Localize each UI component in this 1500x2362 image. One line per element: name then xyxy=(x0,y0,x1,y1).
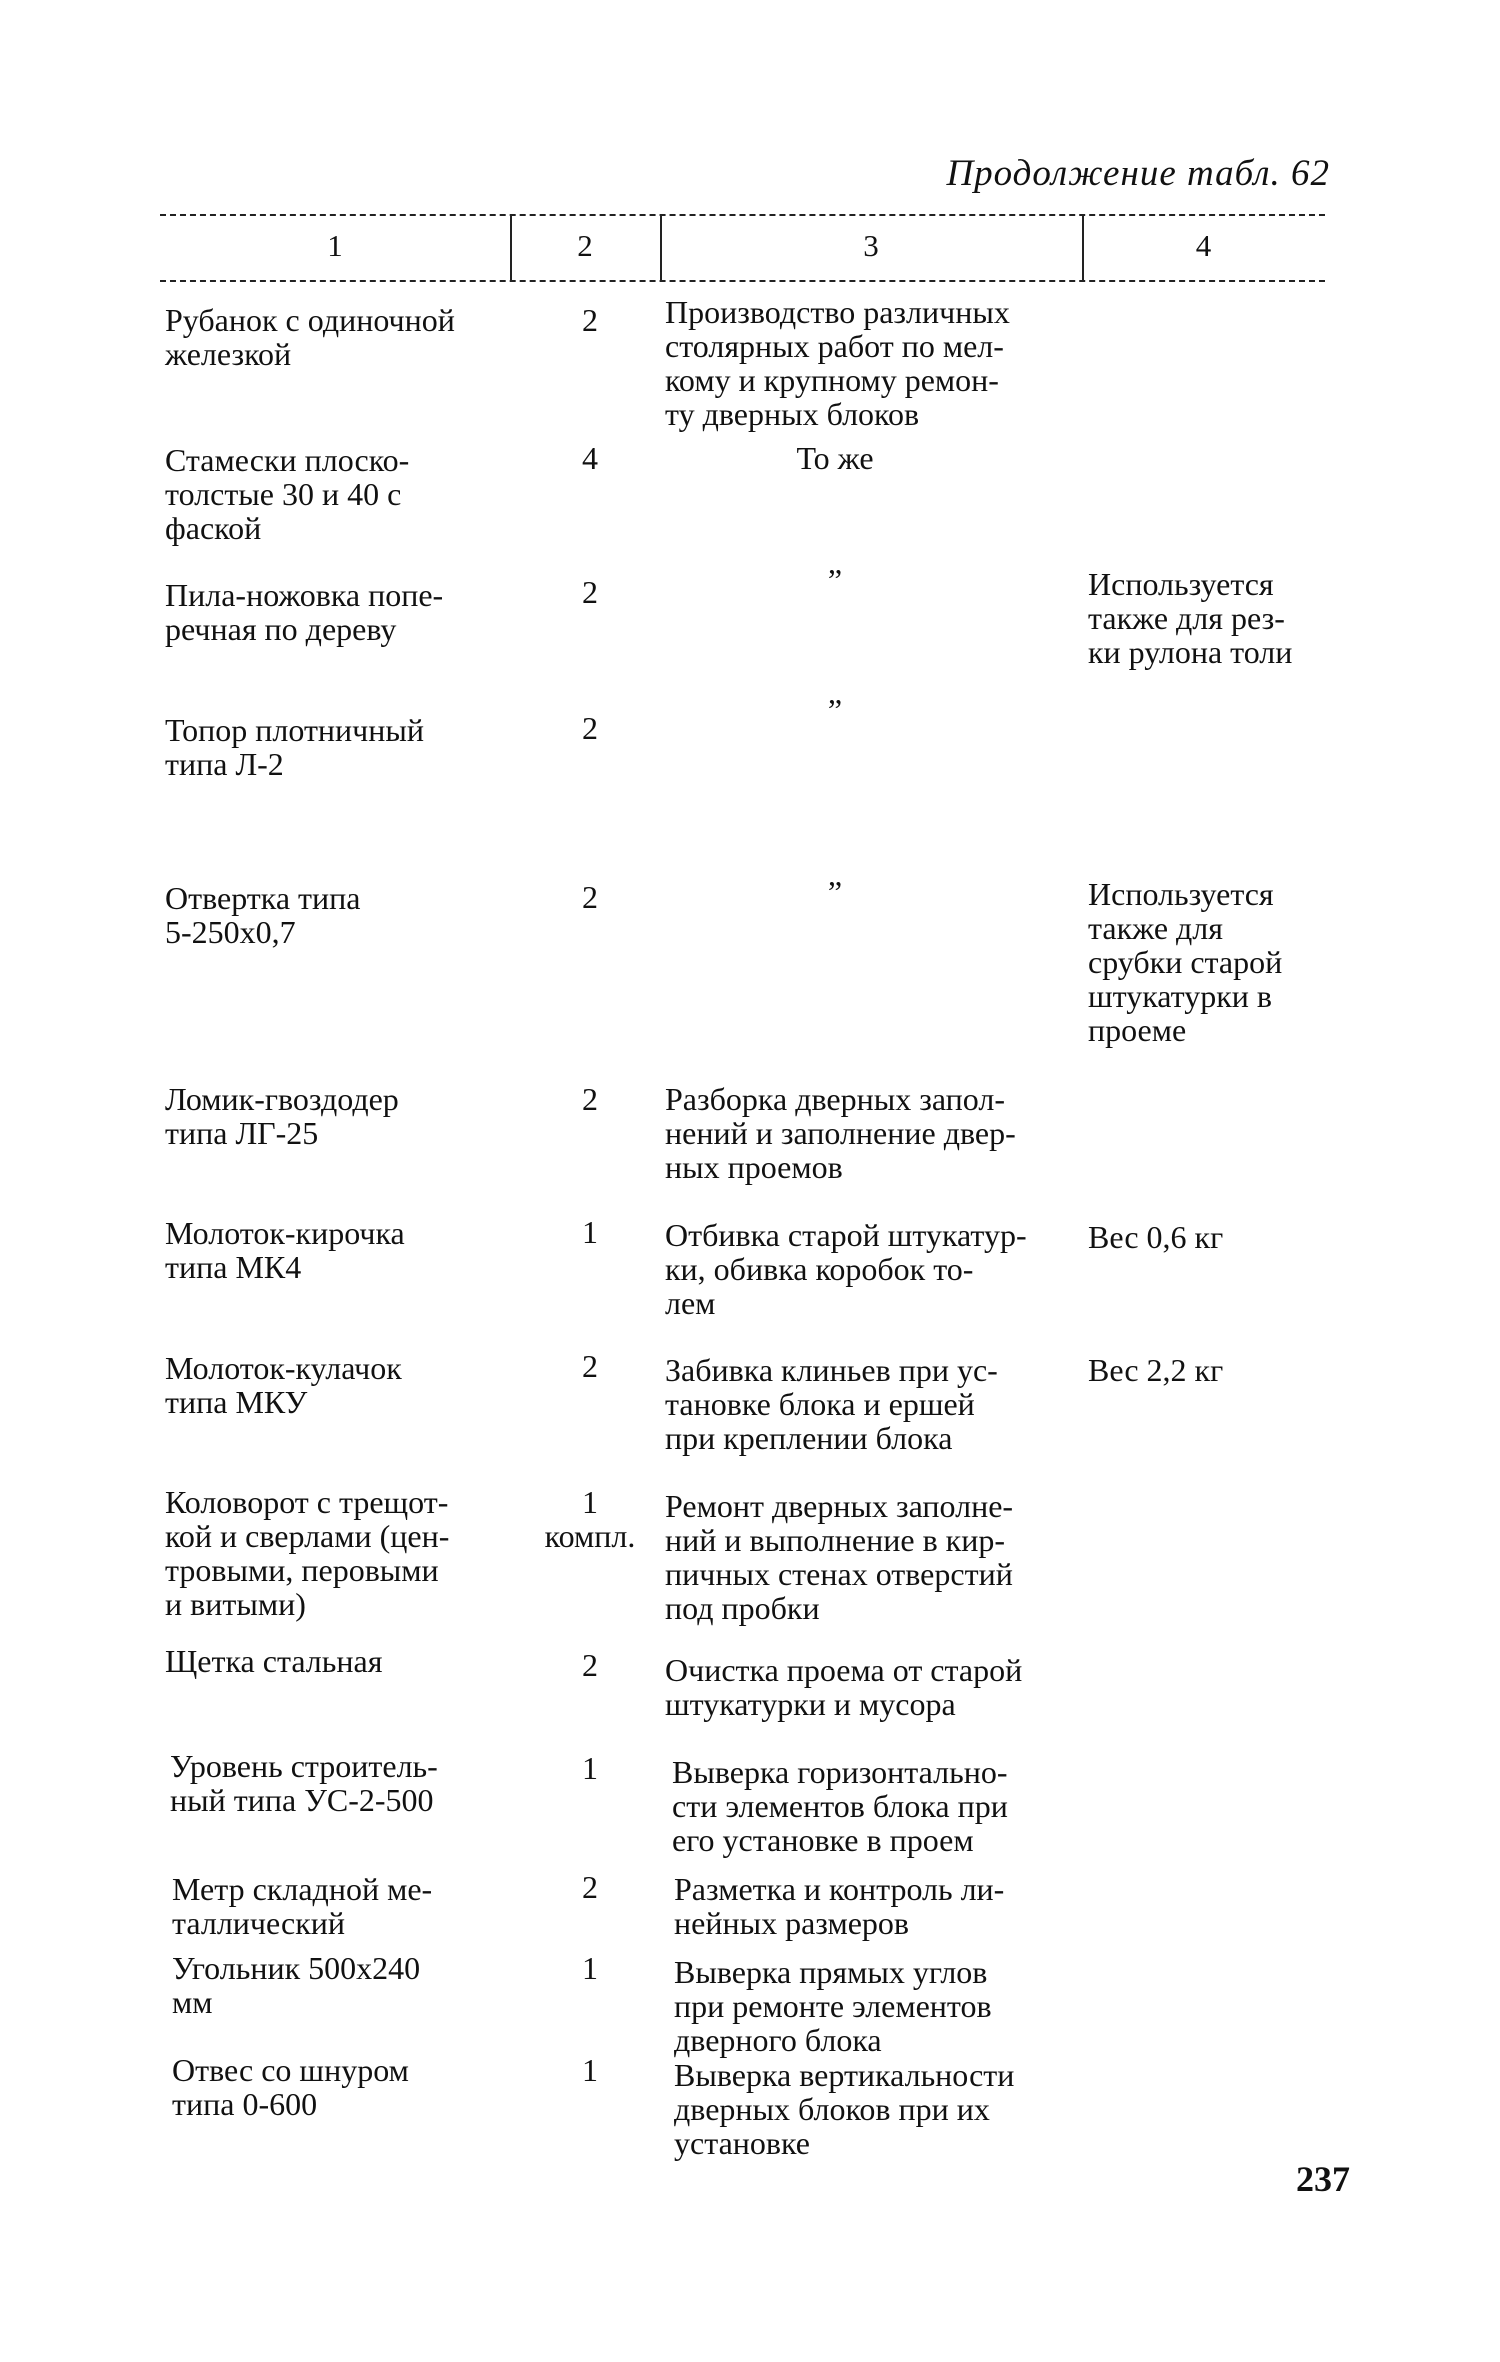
row-4-qty: 2 xyxy=(582,710,598,746)
row-2-purpose: То же xyxy=(796,440,874,476)
row-8-purpose: Забивка клиньев при ус- тановке блока и ершей при креплении блока xyxy=(665,1352,998,1456)
row-1-purpose: Производство различных столярных работ по мел- кому и крупному ремон- ту дверных блоков xyxy=(665,294,1010,432)
row-5-name: Отвертка типа 5-250х0,7 xyxy=(165,880,361,950)
header-col-1: 1 xyxy=(327,228,343,263)
header-top-rule xyxy=(160,214,1325,216)
row-13-purpose: Выверка прямых углов при ремонте элементов дверного блока xyxy=(674,1954,992,2058)
row-5-note: Используется также для срубки старой штукатурки в проеме xyxy=(1088,876,1283,1048)
header-col-2: 2 xyxy=(577,228,593,263)
row-8-note: Вес 2,2 кг xyxy=(1088,1352,1224,1388)
row-2-name: Стамески плоско- толстые 30 и 40 с фаской xyxy=(165,442,410,546)
row-7-purpose: Отбивка старой штукатур- ки, обивка коробок то- лем xyxy=(665,1217,1027,1321)
header-col-3: 3 xyxy=(863,228,879,263)
row-6-qty: 2 xyxy=(582,1081,598,1117)
row-7-name: Молоток-кирочка типа МК4 xyxy=(165,1215,405,1285)
row-4-name: Топор плотничный типа Л-2 xyxy=(165,712,425,782)
row-2-qty: 4 xyxy=(582,440,598,476)
row-9-purpose: Ремонт дверных заполне- ний и выполнение в кир- пичных стенах отверстий под пробки xyxy=(665,1488,1014,1626)
row-9-name: Коловорот с трещот- кой и сверлами (цен- тровыми, перовыми и витыми) xyxy=(165,1484,450,1622)
row-6-purpose: Разборка дверных запол- нений и заполнение двер- ных проемов xyxy=(665,1081,1016,1185)
row-5-qty: 2 xyxy=(582,879,598,915)
row-3-qty: 2 xyxy=(582,574,598,610)
row-3-note: Используется также для рез- ки рулона толи xyxy=(1088,566,1293,670)
row-12-qty: 2 xyxy=(582,1869,598,1905)
row-10-qty: 2 xyxy=(582,1647,598,1683)
row-7-note: Вес 0,6 кг xyxy=(1088,1219,1224,1255)
row-8-name: Молоток-кулачок типа МКУ xyxy=(165,1350,402,1420)
row-1-name: Рубанок с одиночной железкой xyxy=(165,302,455,372)
page-number: 237 xyxy=(1296,2159,1350,2199)
row-8-qty: 2 xyxy=(582,1348,598,1384)
row-11-name: Уровень строитель- ный типа УС-2-500 xyxy=(170,1748,438,1818)
row-9-qty: 1 компл. xyxy=(544,1484,636,1554)
row-11-qty: 1 xyxy=(582,1750,598,1786)
row-3-purpose: ” xyxy=(827,562,843,598)
row-14-qty: 1 xyxy=(582,2052,598,2088)
row-12-name: Метр складной ме- таллический xyxy=(172,1871,433,1941)
row-3-name: Пила-ножовка попе- речная по дереву xyxy=(165,577,444,647)
row-10-purpose: Очистка проема от старой штукатурки и мусора xyxy=(665,1652,1023,1722)
row-12-purpose: Разметка и контроль ли- нейных размеров xyxy=(674,1871,1005,1941)
row-13-qty: 1 xyxy=(582,1950,598,1986)
header-bottom-rule xyxy=(160,280,1325,282)
row-4-purpose: ” xyxy=(827,692,843,728)
row-1-qty: 2 xyxy=(582,302,598,338)
row-10-name: Щетка стальная xyxy=(165,1643,383,1679)
table-caption: Продолжение табл. 62 xyxy=(946,153,1330,194)
row-14-purpose: Выверка вертикальности дверных блоков при их установке xyxy=(674,2057,1015,2161)
header-col-4: 4 xyxy=(1195,228,1212,263)
row-14-name: Отвес со шнуром типа 0-600 xyxy=(172,2052,409,2122)
row-11-purpose: Выверка горизонтально- сти элементов блока при его установке в проем xyxy=(672,1754,1008,1858)
row-6-name: Ломик-гвоздодер типа ЛГ-25 xyxy=(165,1081,399,1151)
row-7-qty: 1 xyxy=(582,1214,598,1250)
row-13-name: Угольник 500х240 мм xyxy=(172,1950,421,2020)
row-5-purpose: ” xyxy=(827,874,843,910)
